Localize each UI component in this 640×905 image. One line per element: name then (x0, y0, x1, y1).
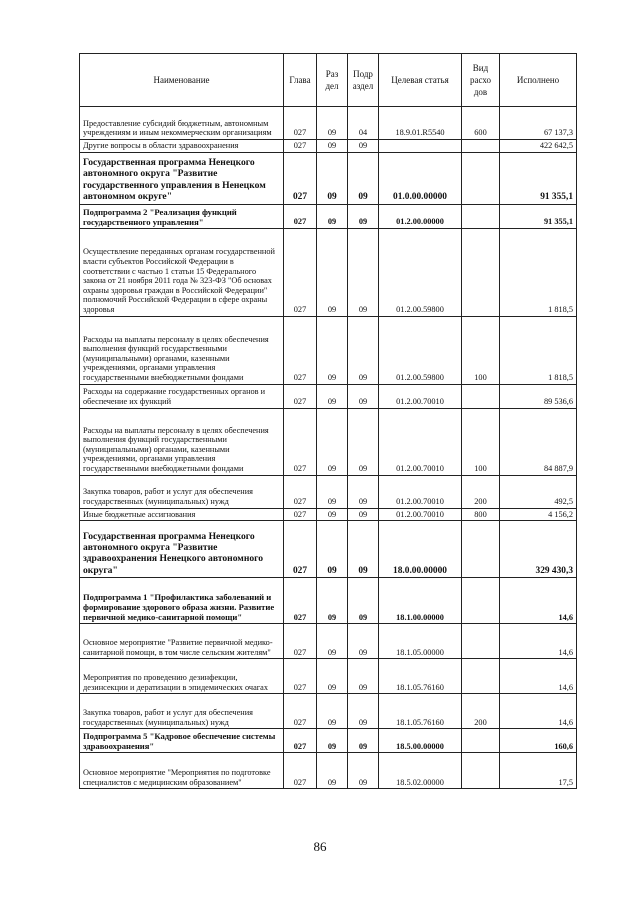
row-glava: 027 (284, 228, 317, 316)
row-article: 01.2.00.59800 (379, 316, 462, 384)
row-podrazdel: 09 (348, 508, 379, 521)
row-executed: 4 156,2 (500, 508, 577, 521)
row-executed: 492,5 (500, 475, 577, 508)
row-razdel: 09 (317, 753, 348, 789)
row-podrazdel: 04 (348, 107, 379, 140)
table-row (80, 694, 577, 729)
row-name: Иные бюджетные ассигнования (80, 508, 284, 521)
row-vid (462, 204, 500, 228)
row-vid (462, 729, 500, 753)
row-article: 18.1.05.00000 (379, 624, 462, 659)
row-razdel: 09 (317, 694, 348, 729)
table-row (80, 316, 577, 384)
row-executed: 14,6 (500, 624, 577, 659)
row-executed: 91 355,1 (500, 152, 577, 204)
row-glava: 027 (284, 624, 317, 659)
row-glava: 027 (284, 475, 317, 508)
row-podrazdel: 09 (348, 659, 379, 694)
row-razdel: 09 (317, 152, 348, 204)
table-row (80, 578, 577, 624)
row-vid (462, 578, 500, 624)
row-podrazdel: 09 (348, 578, 379, 624)
row-executed: 84 887,9 (500, 408, 577, 475)
row-executed: 89 536,6 (500, 384, 577, 408)
row-name: Основное мероприятие "Развитие первичной медико-санитарной помощи, в том числе сельским жителям" (80, 624, 284, 659)
budget-table (79, 53, 577, 789)
row-executed: 14,6 (500, 578, 577, 624)
row-vid (462, 384, 500, 408)
row-podrazdel: 09 (348, 408, 379, 475)
header-row (80, 54, 577, 107)
row-glava: 027 (284, 408, 317, 475)
row-glava: 027 (284, 521, 317, 578)
row-executed: 14,6 (500, 694, 577, 729)
row-razdel: 09 (317, 729, 348, 753)
row-name: Расходы на содержание государственных органов и обеспечение их функций (80, 384, 284, 408)
row-name: Подпрограмма 1 "Профилактика заболеваний и формирование здорового образа жизни. Развитие первичной медико-санитарной помощи" (80, 578, 284, 624)
header-vid: Вид расхо дов (462, 54, 500, 107)
row-executed: 67 137,3 (500, 107, 577, 140)
table-row (80, 659, 577, 694)
row-razdel: 09 (317, 316, 348, 384)
row-article: 18.1.05.76160 (379, 694, 462, 729)
row-article: 01.2.00.00000 (379, 204, 462, 228)
table-row (80, 204, 577, 228)
row-razdel: 09 (317, 140, 348, 153)
table-row (80, 384, 577, 408)
row-vid: 100 (462, 408, 500, 475)
table-row (80, 753, 577, 789)
row-glava: 027 (284, 107, 317, 140)
row-razdel: 09 (317, 475, 348, 508)
row-name: Осуществление переданных органам государственной власти субъектов Российской Федерации в соответствии с частью 1 статьи 15 Федерального закона от 21 ноября 2011 года № 323-ФЗ "Об основах охраны здоровья граждан в Российской Федерации" полномочий Российской Федерации в сфере охраны здоровья (80, 228, 284, 316)
row-razdel: 09 (317, 107, 348, 140)
row-executed: 1 818,5 (500, 316, 577, 384)
header-razdel: Раз дел (317, 54, 348, 107)
row-vid: 100 (462, 316, 500, 384)
row-razdel: 09 (317, 508, 348, 521)
row-podrazdel: 09 (348, 729, 379, 753)
row-vid (462, 140, 500, 153)
row-name: Государственная программа Ненецкого автономного округа "Развитие государственного управления в Ненецком автономном округе" (80, 152, 284, 204)
row-article: 01.2.00.70010 (379, 408, 462, 475)
row-vid: 200 (462, 475, 500, 508)
row-article: 18.1.05.76160 (379, 659, 462, 694)
row-podrazdel: 09 (348, 753, 379, 789)
row-executed: 329 430,3 (500, 521, 577, 578)
row-glava: 027 (284, 140, 317, 153)
row-name: Закупка товаров, работ и услуг для обеспечения государственных (муниципальных) нужд (80, 475, 284, 508)
row-podrazdel: 09 (348, 316, 379, 384)
row-name: Другие вопросы в области здравоохранения (80, 140, 284, 153)
table-row (80, 508, 577, 521)
row-vid (462, 152, 500, 204)
row-article: 01.0.00.00000 (379, 152, 462, 204)
table-row (80, 475, 577, 508)
row-podrazdel: 09 (348, 521, 379, 578)
row-razdel: 09 (317, 659, 348, 694)
row-razdel: 09 (317, 578, 348, 624)
row-article: 01.2.00.59800 (379, 228, 462, 316)
row-vid (462, 521, 500, 578)
header-executed: Исполнено (500, 54, 577, 107)
row-name: Основное мероприятие "Мероприятия по подготовке специалистов с медицинским образованием" (80, 753, 284, 789)
row-vid: 800 (462, 508, 500, 521)
row-article: 01.2.00.70010 (379, 508, 462, 521)
row-article: 01.2.00.70010 (379, 384, 462, 408)
row-vid: 200 (462, 694, 500, 729)
row-article: 18.0.00.00000 (379, 521, 462, 578)
row-glava: 027 (284, 659, 317, 694)
row-glava: 027 (284, 753, 317, 789)
table-row (80, 107, 577, 140)
table-row (80, 729, 577, 753)
row-article: 18.9.01.R5540 (379, 107, 462, 140)
row-glava: 027 (284, 316, 317, 384)
row-podrazdel: 09 (348, 140, 379, 153)
page-number: 86 (313, 839, 327, 854)
row-executed: 17,5 (500, 753, 577, 789)
row-article (379, 140, 462, 153)
header-podrazdel: Подр аздел (348, 54, 379, 107)
row-name: Расходы на выплаты персоналу в целях обеспечения выполнения функций государственными (муниципальными) органами, казенными учреждениями, органами управления государственными внебюджетными фондами (80, 408, 284, 475)
table-row (80, 152, 577, 204)
row-name: Предоставление субсидий бюджетным, автономным учреждениям и иным некоммерческим организациям (80, 107, 284, 140)
row-name: Расходы на выплаты персоналу в целях обеспечения выполнения функций государственными (муниципальными) органами, казенными учреждениями, органами управления государственными внебюджетными фондами (80, 316, 284, 384)
table-row (80, 521, 577, 578)
row-vid (462, 753, 500, 789)
row-article: 18.5.00.00000 (379, 729, 462, 753)
row-razdel: 09 (317, 624, 348, 659)
header-article: Целевая статья (379, 54, 462, 107)
row-glava: 027 (284, 729, 317, 753)
row-name: Закупка товаров, работ и услуг для обеспечения государственных (муниципальных) нужд (80, 694, 284, 729)
row-podrazdel: 09 (348, 152, 379, 204)
row-glava: 027 (284, 508, 317, 521)
row-name: Подпрограмма 5 "Кадровое обеспечение системы здравоохранения" (80, 729, 284, 753)
row-executed: 91 355,1 (500, 204, 577, 228)
row-executed: 14,6 (500, 659, 577, 694)
row-name: Мероприятия по проведению дезинфекции, дезинсекции и дератизации в эпидемических очагах (80, 659, 284, 694)
row-executed: 160,6 (500, 729, 577, 753)
row-article: 01.2.00.70010 (379, 475, 462, 508)
row-glava: 027 (284, 384, 317, 408)
row-name: Государственная программа Ненецкого автономного округа "Развитие здравоохранения Ненецкого автономного округа" (80, 521, 284, 578)
row-razdel: 09 (317, 408, 348, 475)
row-vid (462, 659, 500, 694)
row-glava: 027 (284, 694, 317, 729)
row-vid (462, 624, 500, 659)
header-glava: Глава (284, 54, 317, 107)
table-row (80, 624, 577, 659)
row-razdel: 09 (317, 228, 348, 316)
row-glava: 027 (284, 578, 317, 624)
row-podrazdel: 09 (348, 624, 379, 659)
row-vid: 600 (462, 107, 500, 140)
row-name: Подпрограмма 2 "Реализация функций государственного управления" (80, 204, 284, 228)
row-executed: 422 642,5 (500, 140, 577, 153)
row-podrazdel: 09 (348, 204, 379, 228)
table-row (80, 228, 577, 316)
row-razdel: 09 (317, 521, 348, 578)
table-row (80, 408, 577, 475)
table-row (80, 140, 577, 153)
row-executed: 1 818,5 (500, 228, 577, 316)
row-razdel: 09 (317, 384, 348, 408)
row-podrazdel: 09 (348, 384, 379, 408)
row-article: 18.1.00.00000 (379, 578, 462, 624)
row-glava: 027 (284, 204, 317, 228)
row-article: 18.5.02.00000 (379, 753, 462, 789)
row-podrazdel: 09 (348, 228, 379, 316)
row-vid (462, 228, 500, 316)
row-podrazdel: 09 (348, 475, 379, 508)
header-name: Наименование (80, 54, 284, 107)
row-razdel: 09 (317, 204, 348, 228)
row-glava: 027 (284, 152, 317, 204)
row-podrazdel: 09 (348, 694, 379, 729)
